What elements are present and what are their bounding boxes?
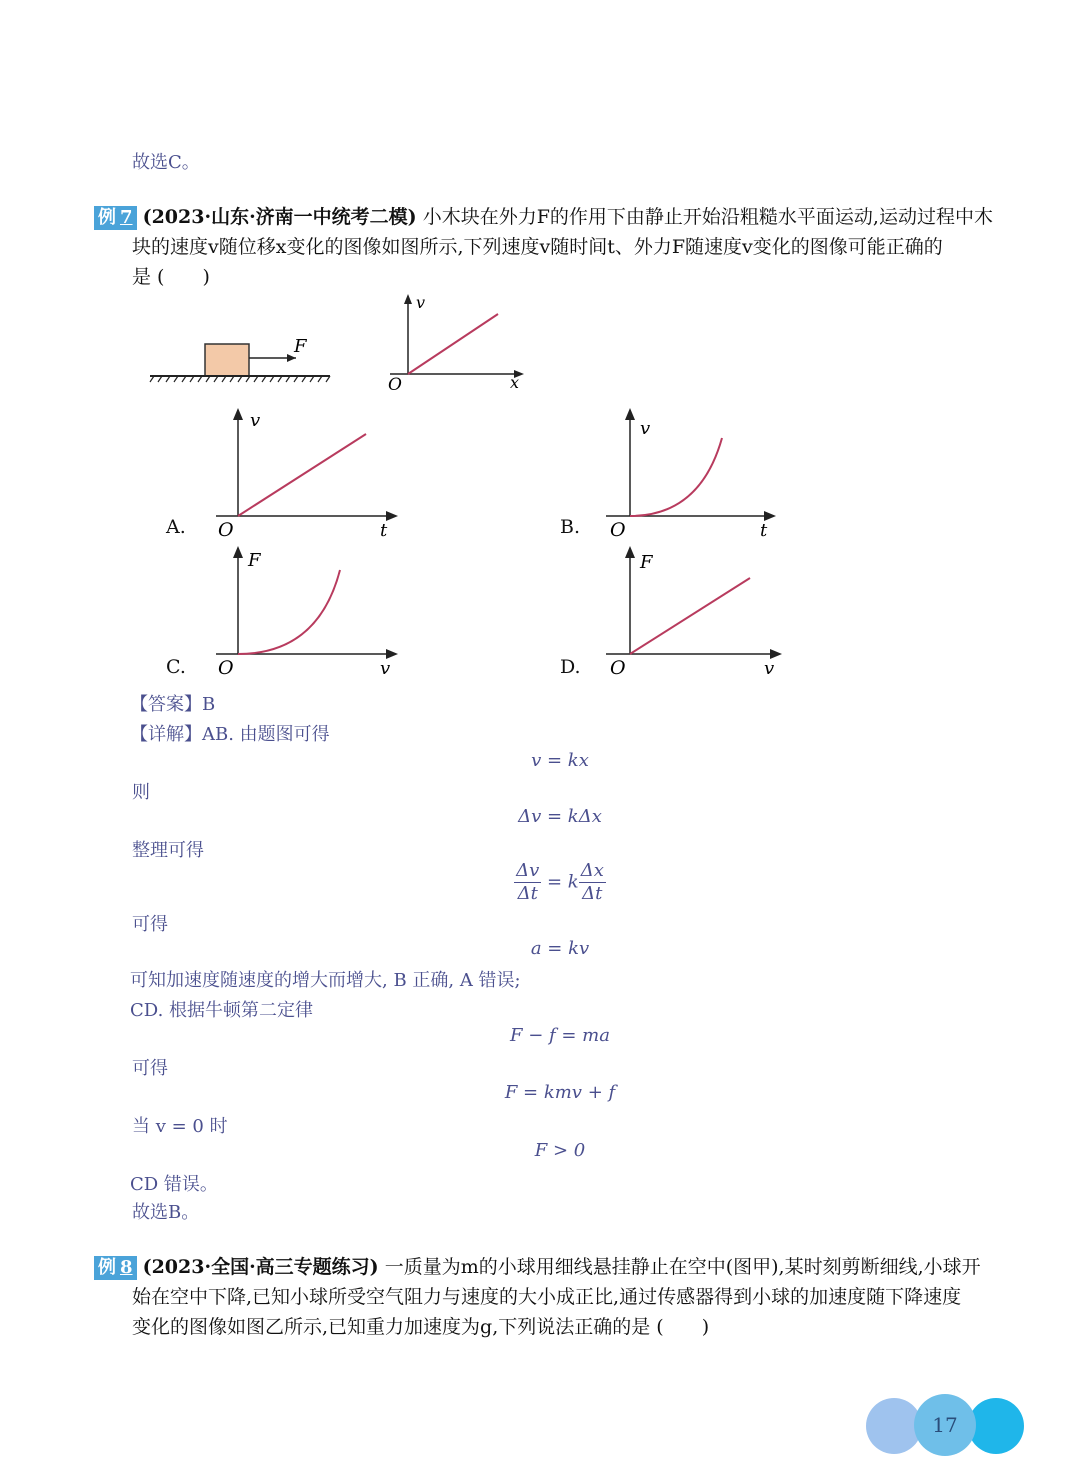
- example-tag: 例 7: [94, 206, 137, 230]
- question-8: [94, 1252, 994, 1282]
- svg-text:x: x: [510, 373, 520, 392]
- equation-2: Δv = kΔx: [518, 806, 602, 827]
- arrow-up-icon: [233, 546, 243, 558]
- block-figure: [148, 330, 338, 390]
- detail-heading: 【详解】AB. 由题图可得: [130, 724, 330, 745]
- choice-b-label: B.: [560, 516, 581, 538]
- conclusion-cd: CD 错误。: [130, 1174, 218, 1195]
- arrow-right-icon: [386, 511, 398, 521]
- curve: [630, 438, 722, 516]
- example-tag: 例 8: [94, 1256, 137, 1280]
- svg-text:O: O: [610, 519, 626, 541]
- svg-text:v: v: [250, 410, 261, 431]
- curve: [238, 434, 366, 516]
- question-source: (2023·全国·高三专题练习): [142, 1256, 379, 1278]
- question-line-3: 是 ( ): [132, 266, 210, 288]
- choice-a-graph[interactable]: [208, 404, 408, 544]
- v-x-graph: [380, 292, 530, 392]
- equation-4: a = kv: [530, 938, 590, 959]
- choice-b-graph[interactable]: [600, 404, 800, 544]
- curve: [238, 570, 340, 654]
- force-label: F: [294, 336, 307, 357]
- question-source: (2023·山东·济南一中统考二模): [142, 206, 417, 228]
- answer: 【答案】B: [130, 694, 216, 715]
- text-then: 则: [132, 782, 150, 803]
- text-rearrange: 整理可得: [132, 840, 204, 861]
- final-answer: 故选B。: [132, 1202, 200, 1223]
- svg-text:F: F: [640, 552, 653, 573]
- arrow-up-icon: [404, 294, 412, 304]
- equation-1: v = kx: [531, 750, 589, 771]
- text-obtain-2: 可得: [132, 1058, 168, 1079]
- equation-6: F = kmv + f: [504, 1082, 616, 1103]
- svg-text:O: O: [610, 657, 626, 679]
- arrow-up-icon: [625, 546, 635, 558]
- choice-c-label: C.: [166, 656, 186, 678]
- svg-text:v: v: [380, 658, 391, 679]
- svg-text:v: v: [764, 658, 775, 679]
- text-when: 当 v = 0 时: [132, 1116, 228, 1137]
- equation-3: $\frac{\Delta v}{\Delta t}$ = k $\frac{\Delta x}{\Delta t}$: [516, 860, 604, 904]
- curve: [630, 578, 750, 654]
- conclusion-ab: 可知加速度随速度的增大而增大, B 正确, A 错误;: [130, 970, 521, 991]
- arrow-up-icon: [625, 408, 635, 420]
- svg-text:O: O: [218, 519, 234, 541]
- equation-5: F − f = ma: [509, 1025, 610, 1046]
- v-x-line: [408, 314, 498, 374]
- question-line-2: 块的速度v随位移x变化的图像如图所示,下列速度v随时间t、外力F随速度v变化的图像可能正确的: [132, 236, 943, 258]
- choice-d-label: D.: [560, 656, 581, 678]
- svg-text:F: F: [248, 550, 261, 571]
- previous-answer: 故选C。: [132, 152, 200, 173]
- cd-heading: CD. 根据牛顿第二定律: [130, 1000, 314, 1021]
- svg-text:O: O: [218, 657, 234, 679]
- choice-d-graph[interactable]: [600, 542, 800, 682]
- choice-c-graph[interactable]: [208, 542, 408, 682]
- svg-text:t: t: [380, 520, 388, 541]
- svg-text:v: v: [416, 293, 426, 312]
- question-7: [94, 202, 994, 232]
- svg-text:v: v: [640, 418, 651, 439]
- equation-7: F > 0: [534, 1140, 586, 1161]
- svg-text:t: t: [760, 520, 768, 541]
- question-line-1: 小木块在外力F的作用下由静止开始沿粗糙水平面运动,运动过程中木: [422, 206, 993, 228]
- question-line-3: 变化的图像如图乙所示,已知重力加速度为g,下列说法正确的是 ( ): [132, 1316, 710, 1338]
- arrow-up-icon: [233, 408, 243, 420]
- svg-text:O: O: [388, 375, 402, 392]
- choice-a-label: A.: [166, 516, 186, 538]
- question-line-2: 始在空中下降,已知小球所受空气阻力与速度的大小成正比,通过传感器得到小球的加速度随下降速度: [132, 1286, 962, 1308]
- text-obtain-1: 可得: [132, 914, 168, 935]
- page-badge-right: [968, 1398, 1024, 1454]
- wooden-block: [205, 344, 249, 376]
- question-line-1: 一质量为m的小球用细线悬挂静止在空中(图甲),某时刻剪断细线,小球开: [384, 1256, 981, 1278]
- page-number: 17: [914, 1394, 976, 1456]
